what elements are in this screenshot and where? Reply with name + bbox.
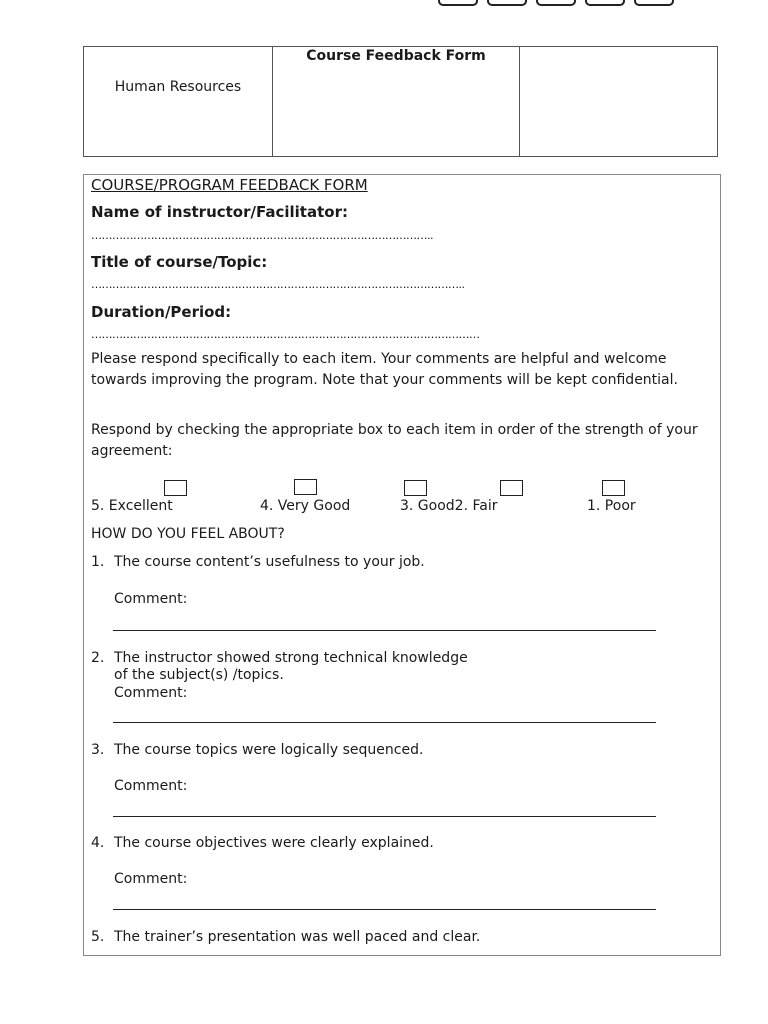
rating-very-good-label: 4. Very Good	[260, 498, 351, 514]
item-number: 1.	[91, 554, 105, 570]
item-question: The trainer’s presentation was well paced and clear.	[114, 929, 481, 945]
item-question: The course content’s usefulness to your job.	[114, 554, 425, 570]
rating-excellent-label: 5. Excellent	[91, 498, 173, 514]
instructor-label: Name of instructor/Facilitator:	[91, 203, 348, 221]
form-title: Course Feedback Form	[306, 48, 486, 64]
feedback-form	[83, 174, 721, 956]
comment-line[interactable]	[113, 722, 656, 723]
item-number: 5.	[91, 929, 105, 945]
checkbox-fair[interactable]	[500, 480, 523, 496]
comment-line[interactable]	[113, 909, 656, 910]
course-title-blank[interactable]: ……………………………………………………………………………………………..	[91, 278, 465, 291]
comment-label: Comment:	[114, 871, 188, 887]
item-question-continued: of the subject(s) /topics.	[114, 667, 284, 683]
document-header	[83, 46, 718, 157]
checkbox-excellent[interactable]	[164, 480, 187, 496]
form-heading: COURSE/PROGRAM FEEDBACK FORM	[91, 176, 368, 194]
checkbox-good[interactable]	[404, 480, 427, 496]
comment-label: Comment:	[114, 591, 188, 607]
header-middle-cell	[273, 47, 520, 156]
tab-shape	[536, 0, 576, 6]
tab-shape	[585, 0, 625, 6]
header-right-cell	[520, 47, 717, 156]
rating-good-fair-label: 3. Good2. Fair	[400, 498, 498, 514]
tab-shape	[634, 0, 674, 6]
checkbox-very-good[interactable]	[294, 479, 317, 495]
item-question: The course objectives were clearly explained.	[114, 835, 434, 851]
header-left-cell	[84, 47, 273, 156]
section-heading: HOW DO YOU FEEL ABOUT?	[91, 526, 285, 542]
tab-shape	[487, 0, 527, 6]
item-question: The instructor showed strong technical knowledge	[114, 650, 468, 666]
duration-label: Duration/Period:	[91, 303, 232, 321]
comment-label: Comment:	[114, 778, 188, 794]
intro-paragraph: Please respond specifically to each item. Your comments are helpful and welcome towards improving the program. Note that your comments will be kept confidential.	[91, 351, 678, 388]
tab-shape	[438, 0, 478, 6]
comment-label: Comment:	[114, 685, 188, 701]
comment-line[interactable]	[113, 816, 656, 817]
comment-line[interactable]	[113, 630, 656, 631]
item-number: 4.	[91, 835, 105, 851]
course-title-label: Title of course/Topic:	[91, 253, 268, 271]
item-question: The course topics were logically sequenced.	[114, 742, 424, 758]
item-number: 3.	[91, 742, 105, 758]
item-number: 2.	[91, 650, 105, 666]
rating-poor-label: 1. Poor	[587, 498, 636, 514]
instructions-paragraph: Respond by checking the appropriate box to each item in order of the strength of your agreement:	[91, 422, 698, 459]
checkbox-poor[interactable]	[602, 480, 625, 496]
top-decoration	[438, 0, 674, 6]
duration-blank[interactable]: …………………………………………………………………………………………………	[91, 328, 480, 341]
department-name: Human Resources	[114, 79, 242, 95]
instructor-blank[interactable]: ……………………………………………………………………………………..	[91, 229, 433, 242]
